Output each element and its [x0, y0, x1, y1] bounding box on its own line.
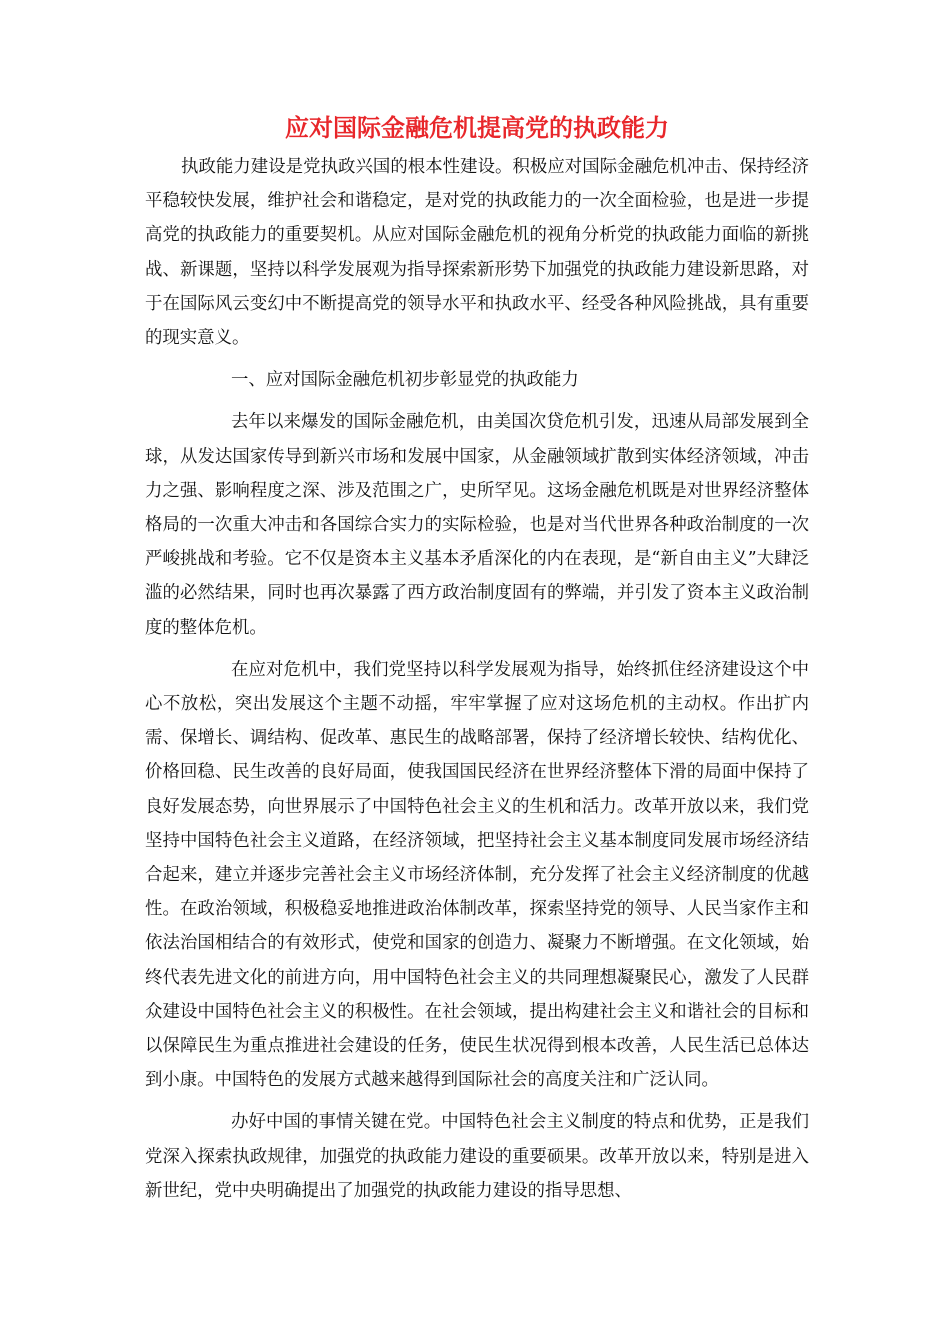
body-paragraph: 在应对危机中，我们党坚持以科学发展观为指导，始终抓住经济建设这个中心不放松，突出发展这个主题不动摇，牢牢掌握了应对这场危机的主动权。作出扩内需、保增长、调结构、促改革、惠民生的战略部署，保持了经济增长较快、结构优化、价格回稳、民生改善的良好局面，使我国国民经济在世界经济整体下滑的局面中保持了良好发展态势，向世界展示了中国特色社会主义的生机和活力。改革开放以来，我们党坚持中国特色社会主义道路，在经济领域，把坚持社会主义基本制度同发展市场经济结合起来，建立并逐步完善社会主义市场经济体制，充分发挥了社会主义经济制度的优越性。在政治领域，积极稳妥地推进政治体制改革，探索坚持党的领导、人民当家作主和依法治国相结合的有效形式，使党和国家的创造力、凝聚力不断增强。在文化领域，始终代表先进文化的前进方向，用中国特色社会主义的共同理想凝聚民心，激发了人民群众建设中国特色社会主义的积极性。在社会领域，提出构建社会主义和谐社会的目标和以保障民生为重点推进社会建设的任务，使民生状况得到根本改善，人民生活已总体达到小康。中国特色的发展方式越来越得到国际社会的高度关注和广泛认同。 — [145, 659, 809, 1091]
document-title: 应对国际金融危机提高党的执政能力 — [285, 114, 669, 142]
intro-paragraph: 执政能力建设是党执政兴国的根本性建设。积极应对国际金融危机冲击、保持经济平稳较快发展，维护社会和谐稳定，是对党的执政能力的一次全面检验，也是进一步提高党的执政能力的重要契机。从应对国际金融危机的视角分析党的执政能力面临的新挑战、新课题，坚持以科学发展观为指导探索新形势下加强党的执政能力建设新思路，对于在国际风云变幻中不断提高党的领导水平和执政水平、经受各种风险挑战，具有重要的现实意义。 — [145, 157, 809, 349]
section-heading: 一、应对国际金融危机初步彰显党的执政能力 — [231, 370, 579, 391]
body-paragraph: 去年以来爆发的国际金融危机，由美国次贷危机引发，迅速从局部发展到全球，从发达国家传导到新兴市场和发展中国家，从金融领域扩散到实体经济领域，冲击力之强、影响程度之深、涉及范围之广，史所罕见。这场金融危机既是对世界经济整体格局的一次重大冲击和各国综合实力的实际检验，也是对当代世界各种政治制度的一次严峻挑战和考验。它不仅是资本主义基本矛盾深化的内在表现，是“新自由主义”大肆泛滥的必然结果，同时也再次暴露了西方政治制度固有的弊端，并引发了资本主义政治制度的整体危机。 — [145, 412, 809, 638]
document-body — [145, 108, 809, 1208]
body-paragraph: 办好中国的事情关键在党。中国特色社会主义制度的特点和优势，正是我们党深入探索执政规律，加强党的执政能力建设的重要硕果。改革开放以来，特别是进入新世纪，党中央明确提出了加强党的执政能力建设的指导思想、 — [145, 1112, 809, 1201]
